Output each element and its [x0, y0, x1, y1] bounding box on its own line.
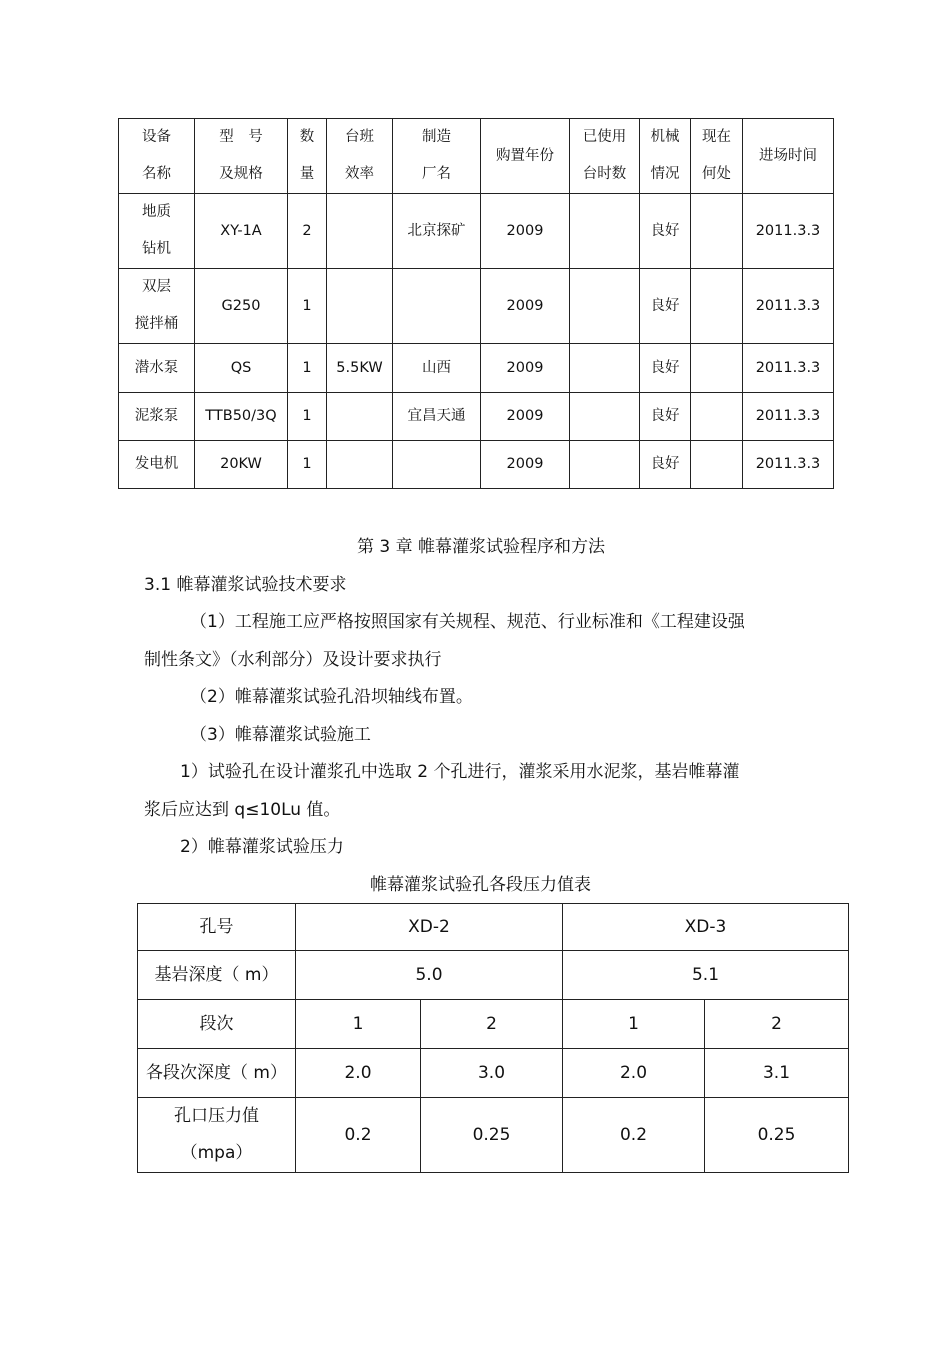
header-quantity: 数 量	[288, 119, 327, 194]
segment-cell: 1	[563, 1000, 705, 1049]
cell-efficiency: 5.5KW	[327, 344, 393, 393]
cell-entry: 2011.3.3	[743, 393, 834, 441]
cell-name: 双层 搅拌桶	[119, 269, 195, 344]
cell-qty: 1	[288, 269, 327, 344]
header-purchase-year: 购置年份	[481, 119, 570, 194]
segment-depth-cell: 2.0	[563, 1049, 705, 1098]
cell-year: 2009	[481, 269, 570, 344]
paragraph-1-line-2: 制性条文》（水利部分）及设计要求执行	[144, 650, 442, 670]
cell-entry: 2011.3.3	[743, 269, 834, 344]
table-row	[119, 269, 834, 344]
cell-maker	[393, 441, 481, 489]
cell-name: 潜水泵	[119, 344, 195, 393]
segment-depth-label: 各段次深度（ m）	[138, 1049, 296, 1098]
header-efficiency: 台班 效率	[327, 119, 393, 194]
cell-location	[691, 344, 743, 393]
cell-model: 20KW	[195, 441, 288, 489]
table-row	[138, 1000, 849, 1049]
cell-hours	[570, 441, 640, 489]
cell-condition: 良好	[640, 344, 691, 393]
equipment-table	[118, 118, 834, 489]
header-equipment-name: 设备 名称	[119, 119, 195, 194]
cell-location	[691, 441, 743, 489]
pressure-cell: 0.25	[705, 1098, 849, 1173]
cell-qty: 1	[288, 441, 327, 489]
hole-xd3: XD-3	[563, 904, 849, 951]
header-location: 现在 何处	[691, 119, 743, 194]
cell-qty: 1	[288, 393, 327, 441]
cell-hours	[570, 194, 640, 269]
cell-year: 2009	[481, 441, 570, 489]
cell-year: 2009	[481, 393, 570, 441]
cell-hours	[570, 393, 640, 441]
cell-name: 泥浆泵	[119, 393, 195, 441]
table-row	[119, 393, 834, 441]
cell-entry: 2011.3.3	[743, 344, 834, 393]
cell-entry: 2011.3.3	[743, 441, 834, 489]
segment-depth-cell: 3.0	[421, 1049, 563, 1098]
table-row	[138, 951, 849, 1000]
chapter-title: 第 3 章 帷幕灌浆试验程序和方法	[357, 537, 606, 557]
pressure-table	[137, 903, 849, 1173]
cell-condition: 良好	[640, 194, 691, 269]
cell-maker: 北京探矿	[393, 194, 481, 269]
sub-item-1-line-1: 1）试验孔在设计灌浆孔中选取 2 个孔进行，灌浆采用水泥浆，基岩帷幕灌	[180, 762, 740, 782]
table-row	[138, 904, 849, 951]
cell-model: G250	[195, 269, 288, 344]
cell-efficiency	[327, 441, 393, 489]
pressure-label: 孔口压力值 （mpa）	[138, 1098, 296, 1173]
bedrock-label: 基岩深度（ m）	[138, 951, 296, 1000]
table-row	[119, 194, 834, 269]
header-manufacturer: 制造 厂名	[393, 119, 481, 194]
cell-year: 2009	[481, 344, 570, 393]
cell-location	[691, 194, 743, 269]
section-heading: 3.1 帷幕灌浆试验技术要求	[144, 575, 347, 595]
segment-label: 段次	[138, 1000, 296, 1049]
hole-xd2: XD-2	[296, 904, 563, 951]
cell-maker	[393, 269, 481, 344]
cell-entry: 2011.3.3	[743, 194, 834, 269]
cell-hours	[570, 269, 640, 344]
paragraph-3: （3）帷幕灌浆试验施工	[190, 725, 371, 745]
cell-condition: 良好	[640, 393, 691, 441]
segment-depth-cell: 3.1	[705, 1049, 849, 1098]
table-row	[119, 441, 834, 489]
cell-year: 2009	[481, 194, 570, 269]
cell-model: TTB50/3Q	[195, 393, 288, 441]
cell-condition: 良好	[640, 269, 691, 344]
table-caption: 帷幕灌浆试验孔各段压力值表	[370, 875, 591, 895]
pressure-cell: 0.25	[421, 1098, 563, 1173]
table-row	[138, 1049, 849, 1098]
table-row	[138, 1098, 849, 1173]
header-used-hours: 已使用 台时数	[570, 119, 640, 194]
cell-model: XY-1A	[195, 194, 288, 269]
cell-efficiency	[327, 269, 393, 344]
sub-item-1-line-2: 浆后应达到 q≤10Lu 值。	[144, 800, 341, 820]
bedrock-depth-xd2: 5.0	[296, 951, 563, 1000]
cell-name: 地质 钻机	[119, 194, 195, 269]
cell-hours	[570, 344, 640, 393]
cell-maker: 山西	[393, 344, 481, 393]
header-condition: 机械 情况	[640, 119, 691, 194]
cell-efficiency	[327, 194, 393, 269]
header-model: 型 号 及规格	[195, 119, 288, 194]
pressure-cell: 0.2	[563, 1098, 705, 1173]
header-entry-time: 进场时间	[743, 119, 834, 194]
pressure-cell: 0.2	[296, 1098, 421, 1173]
cell-efficiency	[327, 393, 393, 441]
cell-model: QS	[195, 344, 288, 393]
sub-item-2: 2）帷幕灌浆试验压力	[180, 837, 344, 857]
cell-condition: 良好	[640, 441, 691, 489]
segment-cell: 2	[421, 1000, 563, 1049]
cell-name: 发电机	[119, 441, 195, 489]
segment-cell: 2	[705, 1000, 849, 1049]
cell-location	[691, 269, 743, 344]
segment-depth-cell: 2.0	[296, 1049, 421, 1098]
cell-location	[691, 393, 743, 441]
segment-cell: 1	[296, 1000, 421, 1049]
hole-label: 孔号	[138, 904, 296, 951]
table-row	[119, 344, 834, 393]
paragraph-1-line-1: （1）工程施工应严格按照国家有关规程、规范、行业标准和《工程建设强	[190, 612, 745, 632]
cell-qty: 2	[288, 194, 327, 269]
cell-qty: 1	[288, 344, 327, 393]
cell-maker: 宜昌天通	[393, 393, 481, 441]
bedrock-depth-xd3: 5.1	[563, 951, 849, 1000]
equipment-header-row	[119, 119, 834, 194]
paragraph-2: （2）帷幕灌浆试验孔沿坝轴线布置。	[190, 687, 473, 707]
